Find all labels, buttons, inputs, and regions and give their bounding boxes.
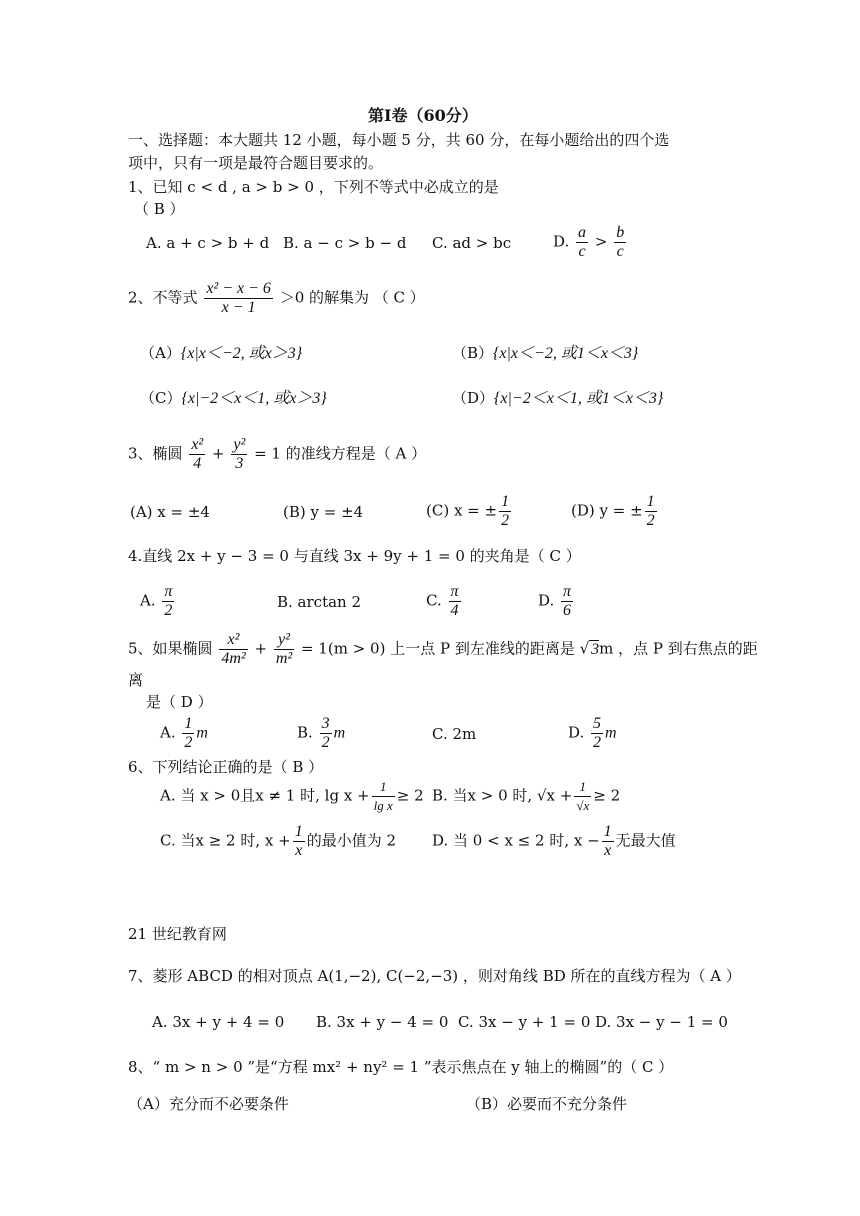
denominator: 3 [235, 455, 244, 472]
q5-option-d [568, 715, 617, 752]
q7-option-b: B. 3x + y − 4 = 0 [316, 1013, 449, 1031]
site-watermark-text: 21 世纪教育网 [128, 925, 227, 943]
q2-option-b [452, 343, 638, 364]
q3-option-b: (B) y = ±4 [283, 503, 364, 521]
denominator: c [578, 243, 586, 260]
label: D. [568, 723, 585, 742]
numerator: 1 [603, 823, 612, 840]
q1-option-c: C. ad > bc [432, 234, 512, 252]
fraction [162, 583, 174, 620]
q7-option-d: D. 3x − y − 1 = 0 [595, 1013, 728, 1031]
q5-line3: 是（ D ） [146, 693, 213, 711]
var: m [605, 724, 617, 742]
numerator: 1 [294, 823, 303, 840]
label: B. [297, 723, 313, 742]
denominator: 4 [193, 455, 202, 472]
numerator: 1 [184, 715, 193, 732]
label: A. [140, 591, 156, 610]
numerator: x² − x − 6 [206, 280, 271, 297]
fraction [293, 823, 305, 860]
q2-fraction [204, 280, 273, 317]
denominator: 2 [593, 734, 602, 751]
q7-option-c: C. 3x − y + 1 = 0 [458, 1013, 591, 1031]
q1-option-b: B. a − c > b − d [283, 234, 407, 252]
fraction [561, 583, 573, 620]
denominator: c [616, 243, 624, 260]
q5-frac-x [219, 631, 247, 668]
q6-option-b [432, 778, 620, 815]
q3-option-c [426, 493, 513, 530]
numerator: π [563, 583, 572, 600]
set: {x|−2＜x＜1, 或x＞3} [181, 390, 327, 407]
plus: + [212, 444, 225, 463]
denominator: lg x [373, 798, 393, 813]
numerator: 1 [646, 493, 655, 510]
numerator: 5 [593, 715, 602, 732]
post: 的最小值为 2 [306, 831, 396, 850]
pre: B. 当x > 0 时, √x + [432, 786, 573, 805]
fraction [645, 493, 657, 530]
q2-option-a [140, 343, 302, 364]
q3-option-d [571, 493, 659, 530]
denominator: x [295, 842, 303, 859]
q7-option-a: A. 3x + y + 4 = 0 [152, 1013, 285, 1031]
label: （C） [140, 389, 182, 407]
denominator: 2 [501, 512, 510, 529]
set: {x|x＜−2, 或x＞3} [180, 345, 303, 362]
q3-stem [128, 436, 426, 473]
q8-option-a: （A）充分而不必要条件 [128, 1095, 289, 1113]
q4-option-a [140, 583, 176, 620]
set: {x|x＜−2, 或1＜x＜3} [493, 345, 639, 362]
denominator: x [604, 842, 612, 859]
label: （B） [452, 344, 494, 362]
fraction [372, 778, 395, 815]
q5-line2: 离 [128, 671, 144, 689]
plus: + [254, 639, 268, 658]
var: m [333, 724, 346, 742]
denominator: 2 [164, 602, 173, 619]
denominator: 2 [321, 734, 330, 751]
denominator: x − 1 [221, 299, 256, 316]
q2-option-c [140, 388, 327, 409]
q4-stem: 4.直线 2x + y − 3 = 0 与直线 3x + 9y + 1 = 0 的夹角是（ C ） [128, 547, 581, 565]
numerator: 1 [501, 493, 510, 510]
q1-d-label: D. [553, 232, 570, 251]
q3-frac-y [231, 436, 247, 473]
numerator: y² [233, 436, 246, 453]
q4-option-d [538, 583, 575, 620]
numerator: a [578, 224, 587, 241]
numerator: x² [191, 436, 204, 453]
q1-option-a: A. a + c > b + d [146, 234, 270, 252]
q6-option-a [160, 778, 424, 815]
q5-stem: 5、如果椭圆 $\frac{\text{x²}}{\text{4m²}}$ + $\frac{\text{y²}}{\text{m²}}$ = 1(m > 0) 上一点 P 到左准线的距离是 √ 3m ，点 P 到右焦点的距 [128, 631, 758, 667]
q5-option-b [297, 715, 345, 752]
post: ≥ 2 [593, 786, 621, 805]
q3-post: = 1 的准线方程是（ A ） [254, 444, 427, 463]
denominator: 6 [563, 602, 572, 619]
q6-option-c [160, 823, 396, 860]
q5-frac-y [274, 631, 294, 668]
pre: D. 当 0 < x ≤ 2 时, x − [432, 831, 600, 850]
denominator: 4m² [221, 650, 246, 667]
numerator: 3 [321, 715, 330, 732]
q1-d-gt: > [594, 232, 608, 251]
denominator: 2 [184, 734, 193, 751]
section-heading: 第Ⅰ卷（60分） [368, 106, 478, 125]
q3-pre: 3、椭圆 [128, 444, 183, 463]
label: （D） [452, 389, 495, 407]
pre: A. 当 x > 0且x ≠ 1 时, lg x + [160, 786, 370, 805]
q2-post: ＞0 的解集为 （ C ） [279, 288, 425, 307]
q2-pre: 2、不等式 [128, 288, 198, 307]
q5-mid: = 1(m > 0) 上一点 P 到左准线的距离是 [300, 639, 575, 658]
q6-stem: 6、下列结论正确的是（ B ） [128, 758, 324, 776]
q4-option-c [426, 583, 463, 620]
fraction [499, 493, 511, 530]
numerator: y² [274, 631, 294, 650]
label: C. [426, 591, 442, 610]
q1-stem: 1、已知 c < d , a > b > 0 ，下列不等式中必成立的是 [128, 178, 499, 196]
q5-option-c: C. 2m [432, 725, 477, 743]
label: (D) y = ± [571, 501, 643, 520]
label: A. [160, 723, 176, 742]
q1-answer: （ B ） [134, 200, 185, 218]
numerator: π [164, 583, 173, 600]
label: D. [538, 591, 555, 610]
fraction [449, 583, 461, 620]
numerator: 1 [372, 778, 395, 797]
denominator: 2 [646, 512, 655, 529]
q2-stem [128, 280, 425, 317]
q8-stem: 8、“ m > n > 0 ”是“方程 mx² + ny² = 1 ”表示焦点在 y 轴上的椭圆”的（ C ） [128, 1058, 674, 1076]
q3-option-a: (A) x = ±4 [130, 503, 210, 521]
fraction [574, 778, 591, 815]
q4-option-b: B. arctan 2 [277, 593, 362, 611]
q8-option-b: （B）必要而不充分条件 [466, 1095, 628, 1113]
q1-d-frac-left [576, 224, 588, 261]
numerator: x² [219, 631, 247, 650]
sqrt-radicand: 3 [591, 640, 600, 658]
q5-pre: 5、如果椭圆 [128, 639, 213, 658]
fraction [182, 715, 194, 752]
pre: C. 当x ≥ 2 时, x + [160, 831, 291, 850]
q2-option-d [452, 388, 663, 409]
denominator: √x [576, 798, 590, 813]
label: (C) x = ± [426, 501, 498, 520]
numerator: b [616, 224, 625, 241]
q1-option-d [553, 224, 628, 261]
intro-line-2: 项中，只有一项是最符合题目要求的。 [128, 154, 384, 172]
post: 无最大值 [615, 831, 676, 850]
q3-frac-x [189, 436, 205, 473]
q5-mid2: m ，点 P 到右焦点的距 [599, 639, 758, 658]
numerator: π [450, 583, 459, 600]
label: （A） [140, 344, 181, 362]
set: {x|−2＜x＜1, 或1＜x＜3} [494, 390, 664, 407]
post: ≥ 2 [396, 786, 424, 805]
q7-stem: 7、菱形 ABCD 的相对顶点 A(1,−2), C(−2,−3) ，则对角线 BD 所在的直线方程为（ A ） [128, 967, 741, 985]
intro-line-1: 一、选择题：本大题共 12 小题，每小题 5 分，共 60 分，在每小题给出的四个选 [128, 131, 670, 149]
numerator: 1 [574, 778, 591, 797]
q5-option-a [160, 715, 208, 752]
denominator: m² [275, 650, 293, 667]
fraction [320, 715, 332, 752]
q1-d-frac-right [614, 224, 626, 261]
fraction [591, 715, 603, 752]
var: m [196, 724, 208, 742]
fraction [602, 823, 614, 860]
denominator: 4 [450, 602, 459, 619]
q6-option-d [432, 823, 676, 860]
